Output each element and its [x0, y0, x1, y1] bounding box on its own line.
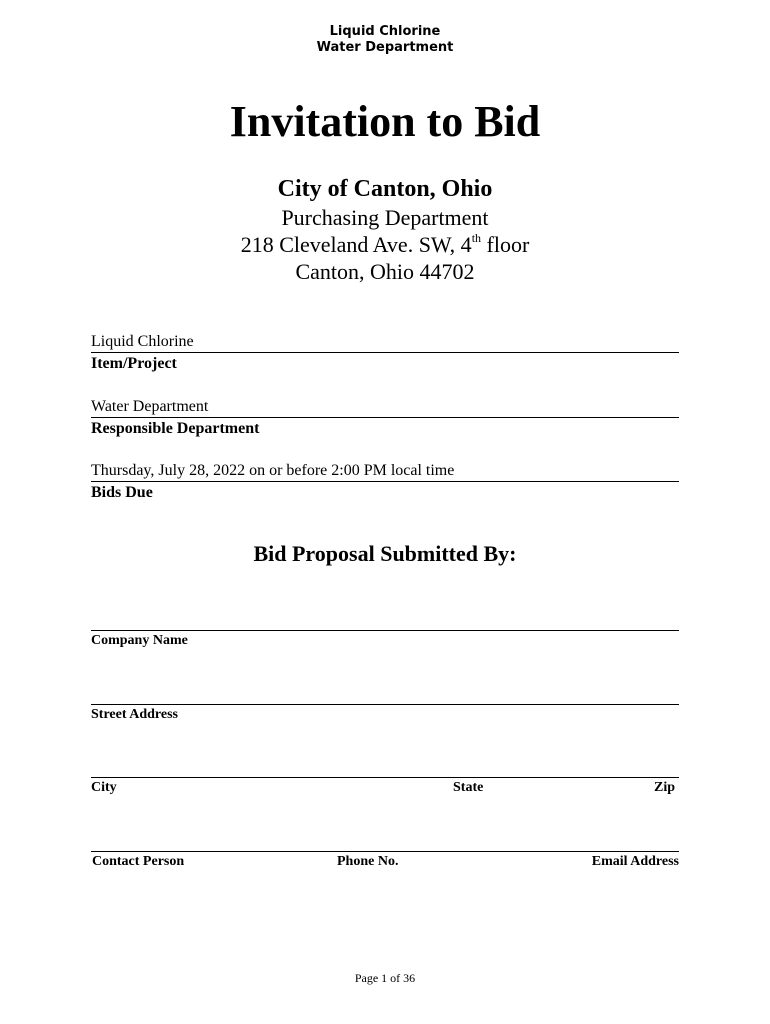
issuer-street-sup: th — [471, 230, 482, 245]
proposal-heading: Bid Proposal Submitted By: — [253, 541, 517, 566]
field-value: Water Department — [91, 397, 679, 418]
state-label: State — [453, 780, 484, 795]
email-label: Email Address — [591, 854, 679, 869]
field-bids-due — [91, 461, 679, 504]
field-label: Bids Due — [91, 484, 153, 501]
company-name-line[interactable] — [91, 630, 679, 631]
issuer-city: City of Canton, Ohio — [277, 176, 493, 202]
header-line-1: Liquid Chlorine — [329, 24, 441, 39]
street-address-line[interactable] — [91, 704, 679, 705]
contact-line[interactable] — [91, 851, 679, 852]
field-value: Thursday, July 28, 2022 on or before 2:00 PM local time — [91, 461, 679, 482]
running-header — [0, 24, 770, 56]
page-number: Page 1 of 36 — [354, 971, 416, 985]
issuer-city-zip: Canton, Ohio 44702 — [295, 259, 475, 284]
issuer-street-prefix: 218 Cleveland Ave. SW, 4 — [240, 232, 472, 257]
contact-person-label: Contact Person — [92, 854, 185, 869]
issuer-street — [0, 231, 770, 258]
company-name-label: Company Name — [91, 633, 188, 648]
field-item-project — [91, 332, 679, 375]
issuer-address — [0, 174, 770, 285]
document-title: Invitation to Bid — [229, 97, 541, 146]
field-label: Item/Project — [91, 355, 177, 372]
phone-label: Phone No. — [337, 854, 399, 869]
issuer-department: Purchasing Department — [281, 205, 489, 230]
field-label: Responsible Department — [91, 420, 260, 437]
street-address-label: Street Address — [91, 707, 178, 722]
issuer-street-suffix: floor — [481, 232, 530, 257]
city-state-zip-line[interactable] — [91, 777, 679, 778]
header-line-2: Water Department — [316, 40, 454, 55]
field-responsible-department — [91, 397, 679, 440]
field-value: Liquid Chlorine — [91, 332, 679, 353]
city-label: City — [91, 780, 117, 795]
zip-label: Zip — [653, 780, 675, 795]
